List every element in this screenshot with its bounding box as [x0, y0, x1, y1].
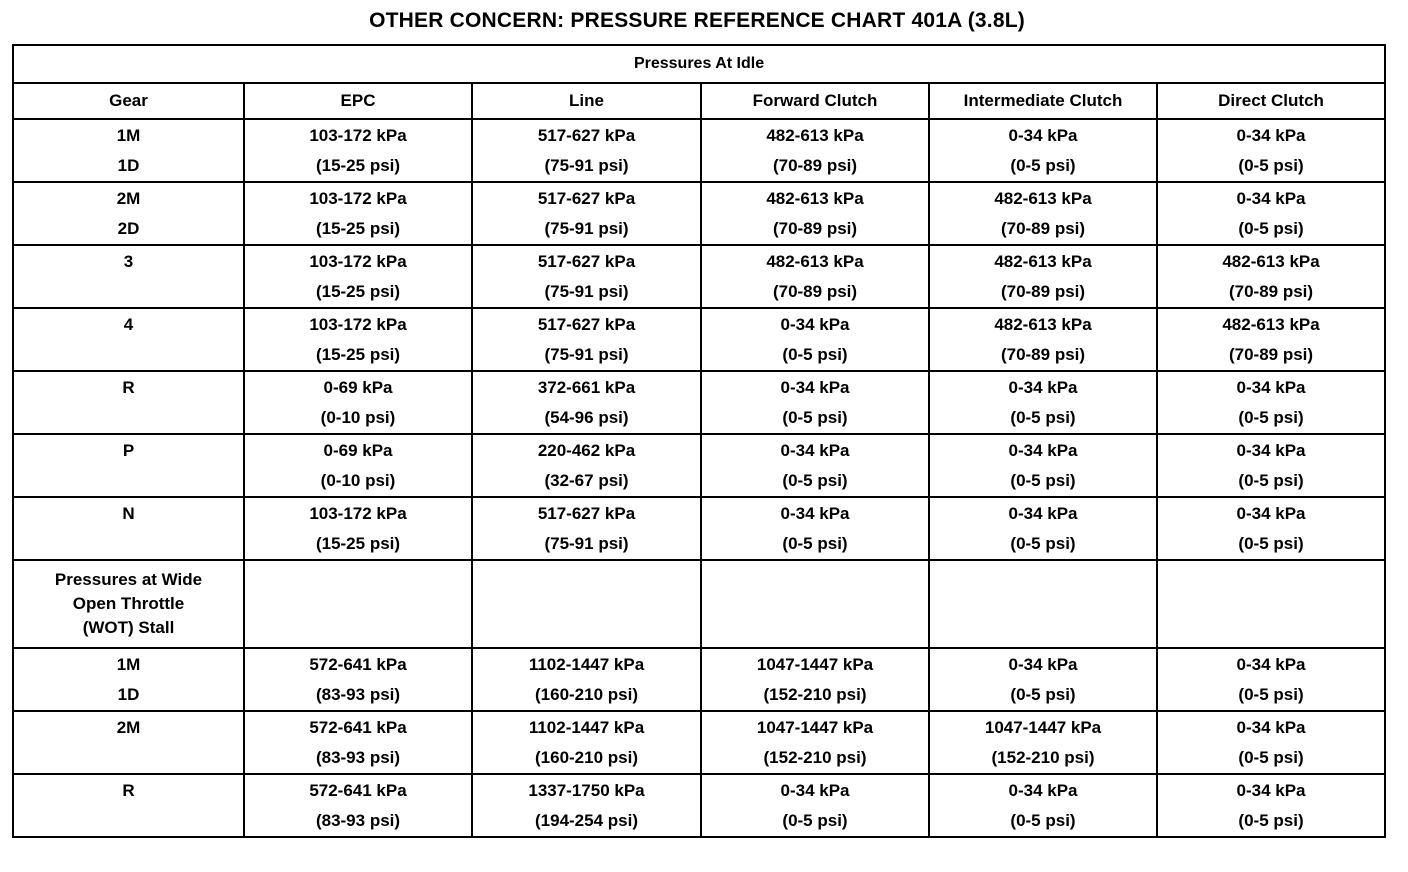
line-pressure-cell	[472, 711, 701, 774]
psi-value: (70-89 psi)	[1000, 281, 1086, 301]
psi-value: (32-67 psi)	[544, 470, 629, 490]
wot-section-label-line: Pressures at Wide	[54, 570, 203, 589]
column-header-row	[13, 83, 1385, 119]
intermediate-clutch-pressure-cell	[929, 648, 1157, 711]
gear-cell	[13, 308, 244, 371]
kpa-value: 0-34 kPa	[1236, 377, 1306, 397]
kpa-value: 0-34 kPa	[1008, 440, 1078, 460]
kpa-value: 517-627 kPa	[537, 251, 636, 271]
intermediate-clutch-pressure-cell	[929, 434, 1157, 497]
psi-value: (0-5 psi)	[1238, 470, 1304, 490]
line-pressure-cell	[472, 497, 701, 560]
line-pressure-cell	[472, 308, 701, 371]
gear-label: 4	[123, 314, 134, 334]
psi-value: (0-5 psi)	[1238, 810, 1304, 830]
empty-cell	[701, 560, 929, 648]
intermediate-clutch-pressure-cell	[929, 711, 1157, 774]
kpa-value: 517-627 kPa	[537, 188, 636, 208]
kpa-value: 0-34 kPa	[1008, 780, 1078, 800]
gear-label: 3	[123, 251, 134, 271]
psi-value: (83-93 psi)	[315, 810, 401, 830]
column-header-forward-clutch: Forward Clutch	[701, 83, 929, 119]
gear-label	[14, 340, 243, 370]
kpa-value: 1047-1447 kPa	[756, 717, 874, 737]
kpa-value: 482-613 kPa	[766, 251, 864, 271]
kpa-value: 0-34 kPa	[780, 440, 850, 460]
gear-cell	[13, 119, 244, 182]
intermediate-clutch-pressure-cell	[929, 371, 1157, 434]
gear-label	[14, 743, 243, 773]
psi-value: (0-5 psi)	[782, 533, 848, 553]
epc-pressure-cell	[244, 119, 472, 182]
empty-cell	[929, 560, 1157, 648]
wot-section-header-row	[13, 560, 1385, 648]
kpa-value: 0-34 kPa	[1008, 125, 1078, 145]
kpa-value: 103-172 kPa	[309, 503, 407, 523]
idle-section-header-row	[13, 45, 1385, 83]
idle-row	[13, 497, 1385, 560]
gear-label	[14, 466, 243, 496]
forward-clutch-pressure-cell	[701, 711, 929, 774]
intermediate-clutch-pressure-cell	[929, 774, 1157, 837]
intermediate-clutch-pressure-cell	[929, 245, 1157, 308]
kpa-value: 0-34 kPa	[1236, 780, 1306, 800]
column-header-line: Line	[472, 83, 701, 119]
psi-value: (75-91 psi)	[544, 533, 629, 553]
gear-label	[14, 806, 243, 836]
direct-clutch-pressure-cell	[1157, 371, 1385, 434]
kpa-value: 0-69 kPa	[323, 377, 393, 397]
empty-cell	[472, 560, 701, 648]
psi-value: (160-210 psi)	[535, 684, 638, 704]
kpa-value: 517-627 kPa	[537, 503, 636, 523]
psi-value: (0-5 psi)	[1238, 533, 1304, 553]
psi-value: (0-5 psi)	[1238, 218, 1304, 238]
psi-value: (70-89 psi)	[772, 281, 858, 301]
psi-value: (0-5 psi)	[1238, 684, 1304, 704]
idle-section-label: Pressures At Idle	[13, 45, 1385, 83]
epc-pressure-cell	[244, 434, 472, 497]
kpa-value: 103-172 kPa	[309, 188, 407, 208]
psi-value: (0-5 psi)	[782, 344, 848, 364]
gear-cell	[13, 434, 244, 497]
column-header-direct-clutch: Direct Clutch	[1157, 83, 1385, 119]
kpa-value: 1047-1447 kPa	[984, 717, 1102, 737]
line-pressure-cell	[472, 245, 701, 308]
psi-value: (0-5 psi)	[1010, 684, 1076, 704]
forward-clutch-pressure-cell	[701, 119, 929, 182]
kpa-value: 220-462 kPa	[537, 440, 636, 460]
kpa-value: 0-34 kPa	[1236, 440, 1306, 460]
psi-value: (15-25 psi)	[315, 281, 401, 301]
kpa-value: 1337-1750 kPa	[528, 780, 645, 800]
epc-pressure-cell	[244, 497, 472, 560]
kpa-value: 0-34 kPa	[1236, 125, 1306, 145]
direct-clutch-pressure-cell	[1157, 711, 1385, 774]
psi-value: (0-5 psi)	[1010, 470, 1076, 490]
gear-label: R	[122, 377, 135, 397]
intermediate-clutch-pressure-cell	[929, 497, 1157, 560]
psi-value: (83-93 psi)	[315, 684, 401, 704]
psi-value: (0-5 psi)	[782, 407, 848, 427]
kpa-value: 1102-1447 kPa	[528, 654, 645, 674]
column-header-epc: EPC	[244, 83, 472, 119]
psi-value: (0-5 psi)	[1238, 747, 1304, 767]
forward-clutch-pressure-cell	[701, 308, 929, 371]
psi-value: (0-5 psi)	[1010, 407, 1076, 427]
psi-value: (0-10 psi)	[320, 407, 396, 427]
column-header-intermediate-clutch: Intermediate Clutch	[929, 83, 1157, 119]
direct-clutch-pressure-cell	[1157, 308, 1385, 371]
kpa-value: 1047-1447 kPa	[756, 654, 874, 674]
gear-label: 1M	[116, 125, 141, 145]
psi-value: (75-91 psi)	[544, 218, 629, 238]
kpa-value: 0-34 kPa	[780, 314, 850, 334]
kpa-value: 572-641 kPa	[309, 780, 407, 800]
direct-clutch-pressure-cell	[1157, 245, 1385, 308]
gear-label: 1D	[117, 155, 140, 175]
gear-cell	[13, 648, 244, 711]
psi-value: (70-89 psi)	[1000, 218, 1086, 238]
forward-clutch-pressure-cell	[701, 648, 929, 711]
kpa-value: 517-627 kPa	[537, 125, 636, 145]
idle-row	[13, 119, 1385, 182]
gear-label: 2M	[116, 717, 141, 737]
psi-value: (0-10 psi)	[320, 470, 396, 490]
gear-label	[14, 277, 243, 307]
psi-value: (54-96 psi)	[544, 407, 629, 427]
kpa-value: 0-34 kPa	[780, 780, 850, 800]
gear-label: 2D	[117, 218, 140, 238]
kpa-value: 482-613 kPa	[994, 251, 1092, 271]
kpa-value: 482-613 kPa	[994, 314, 1092, 334]
chart-title: OTHER CONCERN: PRESSURE REFERENCE CHART 401A (3.8L)	[369, 9, 1025, 32]
psi-value: (160-210 psi)	[535, 747, 638, 767]
gear-cell	[13, 182, 244, 245]
psi-value: (0-5 psi)	[1010, 155, 1076, 175]
kpa-value: 482-613 kPa	[994, 188, 1092, 208]
psi-value: (70-89 psi)	[1000, 344, 1086, 364]
forward-clutch-pressure-cell	[701, 245, 929, 308]
psi-value: (0-5 psi)	[782, 810, 848, 830]
psi-value: (0-5 psi)	[1238, 155, 1304, 175]
gear-label: 1M	[116, 654, 141, 674]
direct-clutch-pressure-cell	[1157, 182, 1385, 245]
psi-value: (70-89 psi)	[1228, 344, 1314, 364]
gear-label	[14, 529, 243, 559]
forward-clutch-pressure-cell	[701, 497, 929, 560]
kpa-value: 0-34 kPa	[1008, 654, 1078, 674]
epc-pressure-cell	[244, 774, 472, 837]
gear-label	[14, 403, 243, 433]
kpa-value: 103-172 kPa	[309, 314, 407, 334]
psi-value: (152-210 psi)	[763, 747, 867, 767]
psi-value: (152-210 psi)	[991, 747, 1095, 767]
kpa-value: 572-641 kPa	[309, 654, 407, 674]
line-pressure-cell	[472, 119, 701, 182]
kpa-value: 1102-1447 kPa	[528, 717, 645, 737]
kpa-value: 0-34 kPa	[1236, 654, 1306, 674]
wot-row	[13, 711, 1385, 774]
kpa-value: 517-627 kPa	[537, 314, 636, 334]
psi-value: (0-5 psi)	[782, 470, 848, 490]
gear-label: R	[122, 780, 135, 800]
kpa-value: 103-172 kPa	[309, 125, 407, 145]
epc-pressure-cell	[244, 245, 472, 308]
wot-section-label	[13, 560, 244, 648]
intermediate-clutch-pressure-cell	[929, 182, 1157, 245]
empty-cell	[1157, 560, 1385, 648]
idle-row	[13, 245, 1385, 308]
psi-value: (0-5 psi)	[1010, 533, 1076, 553]
line-pressure-cell	[472, 182, 701, 245]
idle-row	[13, 434, 1385, 497]
empty-cell	[244, 560, 472, 648]
epc-pressure-cell	[244, 648, 472, 711]
wot-row	[13, 648, 1385, 711]
forward-clutch-pressure-cell	[701, 182, 929, 245]
psi-value: (75-91 psi)	[544, 344, 629, 364]
direct-clutch-pressure-cell	[1157, 648, 1385, 711]
gear-cell	[13, 711, 244, 774]
wot-section-label-line: Open Throttle	[72, 594, 185, 613]
wot-section-label-line: (WOT) Stall	[82, 618, 175, 637]
kpa-value: 482-613 kPa	[1222, 251, 1320, 271]
idle-row	[13, 182, 1385, 245]
kpa-value: 0-69 kPa	[323, 440, 393, 460]
psi-value: (75-91 psi)	[544, 155, 629, 175]
line-pressure-cell	[472, 434, 701, 497]
psi-value: (15-25 psi)	[315, 533, 401, 553]
gear-label: 2M	[116, 188, 141, 208]
intermediate-clutch-pressure-cell	[929, 119, 1157, 182]
column-header-gear: Gear	[13, 83, 244, 119]
line-pressure-cell	[472, 371, 701, 434]
epc-pressure-cell	[244, 371, 472, 434]
gear-label: 1D	[117, 684, 140, 704]
psi-value: (15-25 psi)	[315, 344, 401, 364]
kpa-value: 482-613 kPa	[766, 188, 864, 208]
kpa-value: 372-661 kPa	[537, 377, 636, 397]
gear-label: P	[122, 440, 135, 460]
psi-value: (70-89 psi)	[772, 155, 858, 175]
forward-clutch-pressure-cell	[701, 371, 929, 434]
line-pressure-cell	[472, 648, 701, 711]
kpa-value: 482-613 kPa	[766, 125, 864, 145]
kpa-value: 0-34 kPa	[1008, 503, 1078, 523]
psi-value: (70-89 psi)	[1228, 281, 1314, 301]
kpa-value: 0-34 kPa	[780, 503, 850, 523]
kpa-value: 572-641 kPa	[309, 717, 407, 737]
epc-pressure-cell	[244, 308, 472, 371]
epc-pressure-cell	[244, 711, 472, 774]
kpa-value: 103-172 kPa	[309, 251, 407, 271]
kpa-value: 482-613 kPa	[1222, 314, 1320, 334]
gear-label: N	[122, 503, 135, 523]
gear-cell	[13, 497, 244, 560]
direct-clutch-pressure-cell	[1157, 497, 1385, 560]
kpa-value: 0-34 kPa	[780, 377, 850, 397]
psi-value: (152-210 psi)	[763, 684, 867, 704]
idle-row	[13, 371, 1385, 434]
direct-clutch-pressure-cell	[1157, 774, 1385, 837]
psi-value: (0-5 psi)	[1010, 810, 1076, 830]
psi-value: (0-5 psi)	[1238, 407, 1304, 427]
pressure-reference-table	[12, 44, 1386, 838]
gear-cell	[13, 245, 244, 308]
direct-clutch-pressure-cell	[1157, 434, 1385, 497]
psi-value: (15-25 psi)	[315, 218, 401, 238]
psi-value: (70-89 psi)	[772, 218, 858, 238]
line-pressure-cell	[472, 774, 701, 837]
kpa-value: 0-34 kPa	[1236, 717, 1306, 737]
kpa-value: 0-34 kPa	[1008, 377, 1078, 397]
idle-row	[13, 308, 1385, 371]
kpa-value: 0-34 kPa	[1236, 503, 1306, 523]
psi-value: (15-25 psi)	[315, 155, 401, 175]
gear-cell	[13, 371, 244, 434]
kpa-value: 0-34 kPa	[1236, 188, 1306, 208]
intermediate-clutch-pressure-cell	[929, 308, 1157, 371]
forward-clutch-pressure-cell	[701, 434, 929, 497]
direct-clutch-pressure-cell	[1157, 119, 1385, 182]
psi-value: (83-93 psi)	[315, 747, 401, 767]
psi-value: (194-254 psi)	[535, 810, 638, 830]
epc-pressure-cell	[244, 182, 472, 245]
forward-clutch-pressure-cell	[701, 774, 929, 837]
psi-value: (75-91 psi)	[544, 281, 629, 301]
gear-cell	[13, 774, 244, 837]
wot-row	[13, 774, 1385, 837]
